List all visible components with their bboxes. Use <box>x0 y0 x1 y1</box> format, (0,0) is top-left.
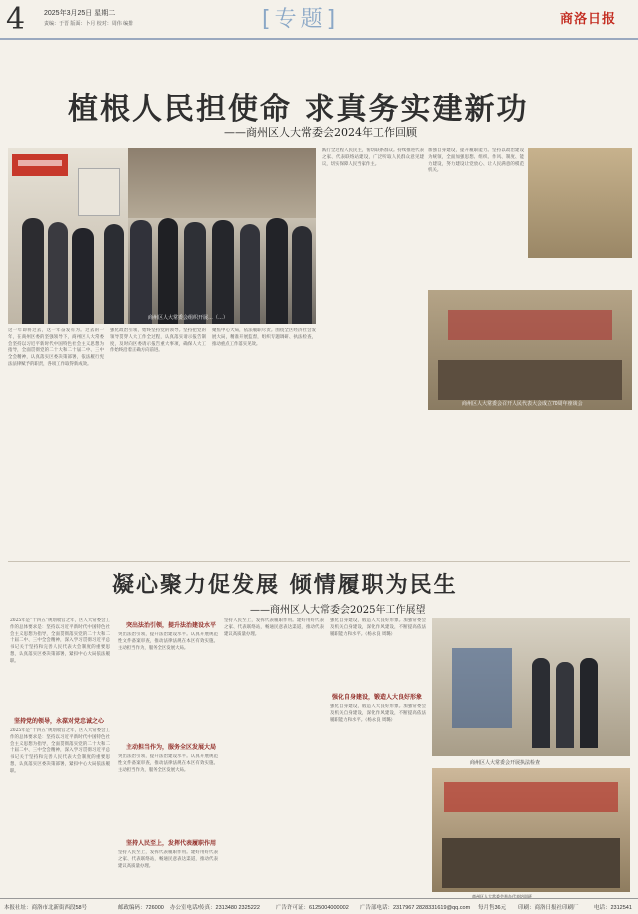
article2-column-1: 2025年是“十四五”规划收官之年，区人大常委会工作的总体要求是：坚持以习近平新时代中国特色社会主义思想为指导，全面贯彻落实党的二十大和二十届二中、三中全会精神，深入学习贯彻习近平总书记关于坚持和完善人民代表大会制度的重要思想，认真落实区委决策部署，紧扣中心大局依法履职。 <box>10 618 110 664</box>
page-number: 4 <box>6 2 26 37</box>
article2-photo-training <box>432 768 630 892</box>
footer-ad-phone: 广告部电话：2317967 2828331619@qq.com <box>360 905 471 911</box>
article1-column-5: 加强自身建设，提升履职能力。坚持以政治建设为统领，全面加强思想、组织、作风、制度、能力建设，努力建设让党放心、让人民满意的模范机关。 <box>428 148 524 174</box>
photo-caption: 商州区人大常委会召开人民代表大会成立70周年座谈会 <box>462 401 583 407</box>
article2-section5-heading: 强化自身建设，锻造人大良好形象 <box>332 694 423 701</box>
footer-ad-license: 广告许可证：6125004000002 <box>276 905 349 911</box>
footer-office: 办公室电话/传真：2313480 2325222 <box>170 905 260 911</box>
article2-subheadline: ——商州区人大常委会2025年工作展望 <box>250 605 426 616</box>
article2-column-4: 强化自身建设，锻造人大良好形象。加强常委会及机关自身建设，深化作风建设，不断提高依法履职能力和水平。（杨永良 周璐） <box>330 618 426 637</box>
article2-column-2b: 突出法治引领，提升法治建设水平。认真开展规范性文件备案审查，推动法律法规在本区有效实施。主动担当作为，服务全区发展大局。 <box>118 754 218 773</box>
article1-column-2: 强化政治引领，始终坚持党的领导。坚持把党的领导贯穿人大工作全过程，认真落实请示报告制度，及时向区委请示报告重大事项，确保人大工作始终沿着正确方向前进。 <box>110 328 206 354</box>
section-title: [专题] <box>262 7 340 32</box>
article2-column-1b: 2025年是“十四五”规划收官之年，区人大常委会工作的总体要求是：坚持以习近平新时代中国特色社会主义思想为指导，全面贯彻落实党的二十大和二十届二中、三中全会精神，深入学习贯彻习近平总书记关于坚持和完善人民代表大会制度的重要思想，认真落实区委决策部署，紧扣中心大局依法履职。 <box>10 728 110 774</box>
footer-price: 每月售36元 <box>478 905 507 911</box>
article1-photo-symposium <box>428 290 632 410</box>
article1-column-3: 聚焦中心大局，依法履职尽责。围绕全区经济社会发展大局，精准开展监督，组织专题调研、执法检查，推动重点工作落实见效。 <box>212 328 316 347</box>
publication-date: 2025年3月25日 星期二 <box>44 10 116 17</box>
article2-photo-inspection <box>432 618 630 756</box>
header-divider <box>0 38 638 40</box>
article2-column-2: 突出法治引领，提升法治建设水平。认真开展规范性文件备案审查，推动法律法规在本区有效实施。主动担当作为，服务全区发展大局。 <box>118 632 218 651</box>
article2-section2-heading: 突出法治引领，提升法治建设水平 <box>126 622 217 629</box>
photo-caption: 商州区人大常委会组织开展…（…） <box>148 315 229 321</box>
article1-column-1: 这一年即将过去，这一年奋发有为。过去的一年，在商州区委的坚强领导下，商州区人大常委会坚持以习近平新时代中国特色社会主义思想为指导，全面贯彻党的二十大和二十届二中、三中全会精神，认真落实区委决策部署，依法履行宪法法律赋予的职责，各项工作取得新成效。 <box>8 328 104 367</box>
article2-column-4b: 强化自身建设，锻造人大良好形象。加强常委会及机关自身建设，深化作风建设，不断提高依法履职能力和水平。（杨永良 周璐） <box>330 704 426 723</box>
article1-headline: 植根人民担使命 求真务实建新功 <box>68 92 529 127</box>
footer-print: 印刷：商洛日报社印刷厂 <box>518 905 579 911</box>
footer-phone: 电话：2312541 <box>594 905 632 911</box>
section-divider <box>8 561 630 562</box>
article2-column-2c: 坚持人民至上，发挥代表履职作用。建好用好代表之家、代表联络站，畅通民意表达渠道，推动代表建议高质量办理。 <box>118 850 218 869</box>
photo-caption: 商州区人大常委会举办代表培训班 <box>472 894 532 899</box>
photo-caption: 商州区人大常委会开展执法检查 <box>470 760 541 766</box>
article1-photo-forum <box>528 148 632 258</box>
editor-credits: 责编：于晋 版面：卜月 校对：周伟 编排 <box>44 21 134 27</box>
footer-postcode: 邮政编码：726000 <box>118 905 164 911</box>
article1-column-4: 践行全过程人民民主，密切联系群众。持续推进代表之家、代表联络站建设，广泛听取人民群众意见建议，切实保障人民当家作主。 <box>322 148 424 167</box>
article2-column-3: 坚持人民至上，发挥代表履职作用。建好用好代表之家、代表联络站，畅通民意表达渠道，推动代表建议高质量办理。 <box>224 618 324 637</box>
article2-section1-heading: 坚持党的领导，永葆对党忠诚之心 <box>14 718 105 725</box>
page-footer <box>0 898 638 914</box>
article1-photo-meeting <box>8 148 316 324</box>
article1-subheadline: ——商州区人大常委会2024年工作回顾 <box>224 126 417 139</box>
article2-headline: 凝心聚力促发展 倾情履职为民生 <box>112 573 458 598</box>
page-header <box>0 0 638 40</box>
footer-address: 本报社址：商洛市北新街西段58号 <box>4 905 88 911</box>
article2-section4-heading: 坚持人民至上，发挥代表履职作用 <box>126 840 217 847</box>
article2-section3-heading: 主动担当作为，服务全区发展大局 <box>126 744 217 751</box>
newspaper-logo: 商洛日报 <box>560 12 617 27</box>
